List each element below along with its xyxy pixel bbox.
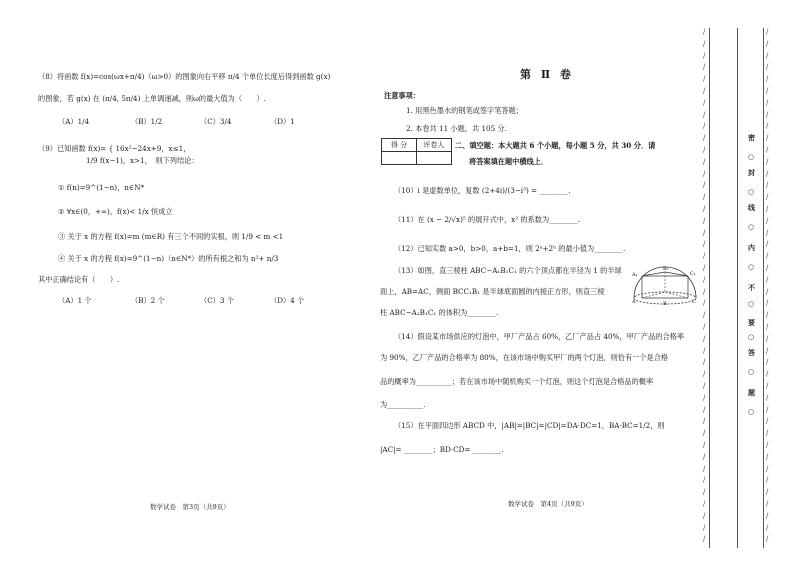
binding-slash: / [703,240,706,249]
binding-slash: / [703,122,706,131]
binding-slash: / [766,476,769,485]
label-a: A [632,299,636,305]
binding-slash: / [766,122,769,131]
binding-slash: / [766,264,769,272]
section-title: 第 Ⅱ 卷 [520,68,574,81]
q15-line2: |AC|= ________；BD·CD= ________. [380,445,504,454]
notice-item-1: 1. 用黑色墨水的钢笔或签字笔答题； [406,106,523,115]
binding-slash: / [766,287,769,296]
binding-slash: / [766,39,769,48]
q9-statement-3: ③ 关于 x 的方程 f(x)=m (m∈R) 有三个不同的实根，则 1/9 < m <1 [58,232,284,241]
q9-statement-2: ② ∀x∈(0，+∞)，f(x)< 1/x 恒成立 [58,207,173,216]
binding-slash: / [703,63,706,72]
binding-slash: / [766,346,769,355]
seal-circle-icon: ○ [748,300,755,308]
binding-slash: / [766,87,769,95]
binding-slash: / [703,488,706,497]
q9-conclusion: 其中正确结论有（ ）. [38,275,120,284]
q14-line4: 为__________. [380,400,426,409]
binding-slash: / [703,51,706,60]
binding-slash: / [766,134,769,143]
label-b: B [663,301,667,306]
binding-slash: / [766,417,769,426]
q13-line2: 面上，AB=AC，侧面 BCC₁B₁ 是半球底面圆的内接正方形，则直三棱 [380,287,605,296]
grader-header: 评卷人 [417,139,452,152]
binding-slash: / [703,370,706,379]
binding-slash: / [766,75,769,84]
seal-char: 不 [748,283,755,292]
binding-slash: / [703,476,706,485]
label-c: C [692,299,696,305]
binding-slash: / [766,382,769,390]
q8-line2: 的图象，若 g(x) 在 (π/4, 5π/4) 上单调递减，则ω的最大值为（ ）. [38,94,266,103]
binding-slash: / [703,275,706,284]
seal-circle-icon: ○ [748,223,755,231]
binding-slash: / [766,488,769,497]
binding-slash: / [766,110,769,119]
binding-line-right [763,28,764,548]
binding-slash: / [703,205,706,213]
seal-circle-icon: ○ [748,153,755,161]
binding-slash: / [703,417,706,426]
binding-slash: / [766,358,769,367]
hemisphere-prism-figure [630,262,700,306]
label-a1: A₁ [632,272,638,278]
binding-slash: / [766,429,769,438]
grader-cell[interactable] [417,152,452,165]
binding-slash: / [703,464,706,473]
q9-option-c: （C）3 个 [200,296,234,305]
binding-slash: / [703,429,706,438]
binding-slash: / [766,452,769,461]
score-cell[interactable] [382,152,417,165]
binding-slash: / [703,228,706,237]
binding-slash: / [766,393,769,402]
q9-line1: （9）已知函数 f(x)= { 16x²−24x+9，x≤1， [38,144,191,153]
score-header: 得 分 [382,139,417,152]
binding-slash: / [766,146,769,154]
binding-slash: / [703,181,706,190]
q9-option-a: （A）1 个 [58,296,92,305]
left-footer: 数学试卷 第3页（共9页） [150,503,230,511]
seal-char: 密 [748,133,755,142]
binding-slash: / [766,323,769,331]
q9-option-b: （B）2 个 [131,296,165,305]
binding-slash: / [703,346,706,355]
binding-slash: / [766,216,769,225]
binding-slash: / [703,193,706,202]
q8-line1: （8）将函数 f(x)=cos(ωx+π/4)（ω>0）的图象向右平移 π/4 个单位长度后得到函数 g(x) [38,72,331,81]
binding-slash: / [766,228,769,237]
binding-slash: / [766,535,769,544]
binding-slash: / [766,240,769,249]
binding-slash: / [703,216,706,225]
binding-slash: / [766,441,769,449]
binding-slash: / [766,299,769,308]
binding-slash: / [766,464,769,473]
seal-char: 线 [748,203,755,212]
binding-slash: / [766,500,769,508]
binding-slash: / [766,252,769,261]
notice-heading: 注意事项： [384,91,420,100]
binding-slash: / [703,28,706,36]
binding-slash: / [703,452,706,461]
q9-option-d: （D）4 个 [270,296,305,305]
binding-slash: / [703,500,706,508]
q14-line1: （14）假设某市场供应的灯泡中，甲厂产品占 60%，乙厂产品占 40%，甲厂产品的合格率 [394,332,685,341]
seal-circle-icon: ○ [748,368,755,376]
binding-slash: / [703,311,706,320]
seal-char: 要 [748,318,755,327]
seal-char: 题 [748,388,755,397]
section-instructions-line2: 将答案填在题中横线上． [469,157,549,166]
q14-line3: 品的概率为__________；若在该市场中随机购买一个灯泡，则这个灯泡是合格品的概率 [380,377,654,386]
binding-slash: / [766,334,769,343]
q12: （12）已知实数 a>0，b>0，a+b=1，则 2ᵃ+2ᵇ 的最小值为________. [394,244,626,253]
binding-slash: / [703,39,706,48]
seal-circle-icon: ○ [748,333,755,341]
score-table [381,138,452,165]
q8-option-b: （B）1/2 [131,117,163,126]
binding-slash: / [703,287,706,296]
binding-line-middle [737,28,738,548]
binding-slash: / [766,98,769,107]
binding-slash: / [766,511,769,520]
binding-slash: / [703,334,706,343]
q8-option-c: （C）3/4 [200,117,232,126]
binding-slash: / [703,405,706,414]
section-instructions-line1: 二、填空题：本大题共 6 个小题，每小题 5 分，共 30 分．请 [455,141,656,150]
q13-line3: 柱 ABC−A₁B₁C₁ 的体积为________. [380,308,499,317]
q8-option-d: （D）1 [270,117,295,126]
binding-slash: / [703,523,706,532]
binding-slash: / [703,299,706,308]
binding-slash: / [766,157,769,166]
label-c1: C₁ [690,271,696,277]
binding-slash: / [766,51,769,60]
seal-char: 答 [748,348,755,357]
binding-slash: / [766,63,769,72]
binding-slash: / [703,134,706,143]
q9-statement-1: ① f(n)=9^(1−n)，n∈N* [58,183,145,192]
binding-slash: / [703,87,706,95]
seal-char: 封 [748,168,755,177]
right-footer: 数学试卷 第4页（共9页） [508,500,588,508]
q15-line1: （15）在平面四边形 ABCD 中，|AB|=|BC|=|CD|=DA·DC=1，BA·BC=1/2，则 [394,421,665,430]
q9-line2: 1/9 f(x−1)，x>1， 则下列结论： [86,156,199,165]
binding-slash: / [766,205,769,213]
binding-line-left [709,28,710,548]
q14-line2: 为 90%，乙厂产品的合格率为 80%，在该市场中购买甲厂的两个灯泡，则恰有一个是合格 [380,353,669,362]
binding-slash: / [703,98,706,107]
binding-slash: / [766,405,769,414]
binding-slash: / [703,323,706,331]
q9-statement-4: ④ 关于 x 的方程 f(x)=9^(1−n)（n∈N*）的所有根之和为 n²+ n/3 [58,254,279,263]
binding-slash: / [766,311,769,320]
binding-slash: / [703,358,706,367]
binding-slash: / [766,275,769,284]
binding-slash: / [766,193,769,202]
binding-slash: / [766,28,769,36]
binding-slash: / [703,75,706,84]
binding-slash: / [703,252,706,261]
binding-slash: / [703,157,706,166]
binding-slash: / [703,393,706,402]
binding-slash: / [703,441,706,449]
seal-char: 内 [748,243,755,252]
label-b1: B₁ [663,266,669,272]
q8-option-a: （A）1/4 [58,117,90,126]
q13-line1: （13）如图，直三棱柱 ABC−A₁B₁C₁ 的六个顶点都在半径为 1 的半球 [394,266,622,275]
binding-slash: / [703,511,706,520]
binding-slash: / [703,264,706,272]
binding-slash: / [766,181,769,190]
seal-circle-icon: ○ [748,408,755,416]
binding-slash: / [703,110,706,119]
q10: （10）i 是虚数单位，复数 (2+4i)/(3−i³) = ________. [394,186,571,195]
binding-slash: / [766,523,769,532]
seal-circle-icon: ○ [748,188,755,196]
binding-slash: / [703,382,706,390]
binding-slash: / [703,535,706,544]
binding-slash: / [703,169,706,178]
binding-strip [703,28,783,548]
q11: （11）在 (x − 2/√x)⁵ 的展开式中，x² 的系数为________. [394,215,581,224]
binding-slash: / [703,146,706,154]
notice-item-2: 2. 本卷共 11 小题，共 105 分. [406,124,507,133]
seal-circle-icon: ○ [748,263,755,271]
binding-slash: / [766,169,769,178]
binding-slash: / [766,370,769,379]
